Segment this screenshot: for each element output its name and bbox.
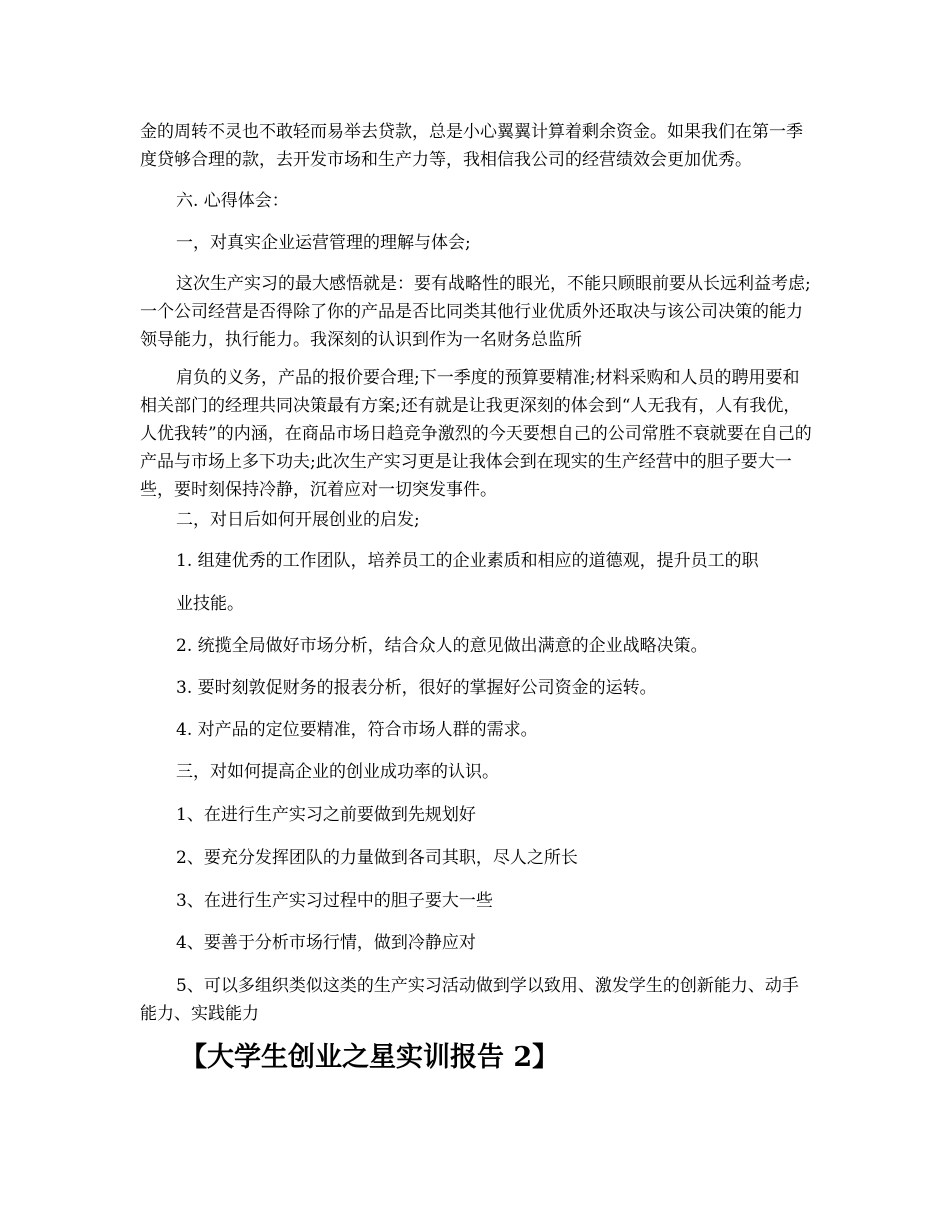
section-heading-reflections: 六. 心得体会： — [176, 191, 289, 211]
list-item-b: 2、要充分发挥团队的力量做到各司其职，尽人之所长 — [176, 848, 578, 868]
paragraph-continuation: 金的周转不灵也不敢轻而易举去贷款，总是小心翼翼计算着剩余资金。如果我们在第一季度贷够合理的款，去开发市场和生产力等，我相信我公司的经营绩效会更加优秀。 — [140, 122, 803, 170]
list-item-d: 4、要善于分析市场行情，做到冷静应对 — [176, 933, 476, 953]
list-item-3: 3. 要时刻敦促财务的报表分析，很好的掌握好公司资金的运转。 — [176, 678, 657, 698]
list-item-e: 5、可以多组织类似这类的生产实习活动做到学以致用、激发学生的创新能力、动手能力、实践能力 — [140, 976, 799, 1024]
list-item-c: 3、在进行生产实习过程中的胆子要大一些 — [176, 891, 493, 911]
paragraph-responsibilities: 肩负的义务，产品的报价要合理;下一季度的预算要精准;材料采购和人员的聘用要和相关部门的经理共同决策最有方案;还有就是让我更深刻的体会到“人无我有，人有我优，人优我转”的内涵，在商品市场日趋竞争激烈的今天要想自己的公司常胜不衰就要在自己的产品与市场上多下功夫;此次生产实习更是让我体会到在现实的生产经营中的胆子要大一些，要时刻保持冷静，沉着应对一切突发事件。 — [140, 368, 812, 500]
list-item-2: 2. 统揽全局做好市场分析，结合众人的意见做出满意的企业战略决策。 — [176, 636, 708, 656]
list-item-a: 1、在进行生产实习之前要做到先规划好 — [176, 805, 476, 825]
list-item-1-continuation: 业技能。 — [176, 594, 244, 614]
report-title-heading: 【大学生创业之星实训报告 2】 — [180, 1042, 560, 1073]
subsection-heading-1: 一，对真实企业运营管理的理解与体会; — [176, 233, 471, 253]
subsection-heading-3: 三，对如何提高企业的创业成功率的认识。 — [176, 762, 499, 782]
subsection-heading-2: 二，对日后如何开展创业的启发; — [176, 510, 420, 530]
list-item-1: 1. 组建优秀的工作团队，培养员工的企业素质和相应的道德观，提升员工的职 — [176, 551, 759, 571]
list-item-4: 4. 对产品的定位要精准，符合市场人群的需求。 — [176, 720, 538, 740]
paragraph-insight: 这次生产实习的最大感悟就是：要有战略性的眼光，不能只顾眼前要从长远利益考虑;一个公司经营是否得除了你的产品是否比同类其他行业优质外还取决与该公司决策的能力领导能力，执行能力。我深刻的认识到作为一名财务总监所 — [140, 274, 811, 350]
